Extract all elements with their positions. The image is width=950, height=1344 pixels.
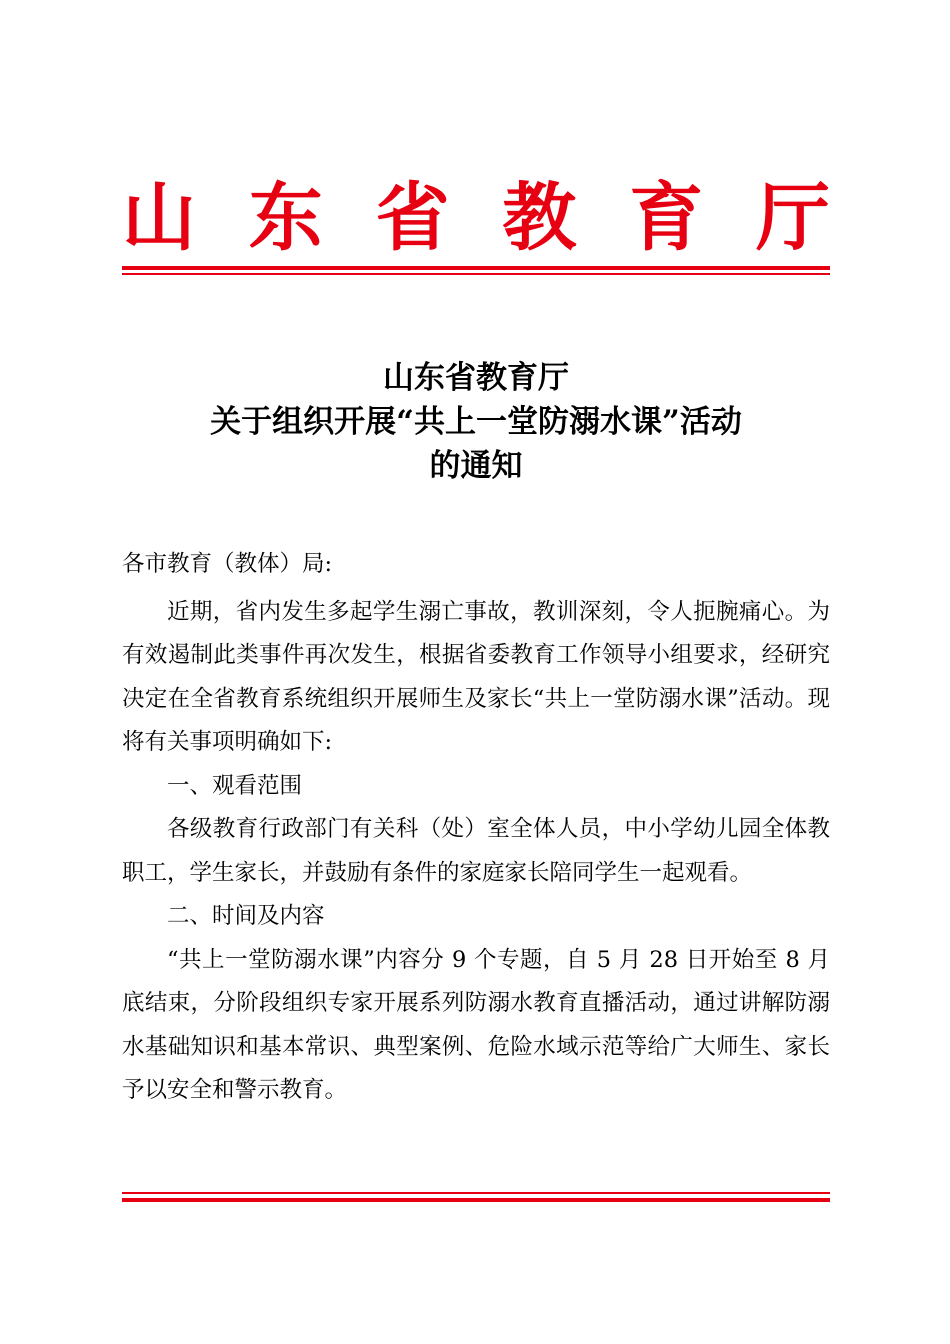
section-2-heading: 二、时间及内容 [167, 903, 325, 929]
footer-rule-thick [122, 1198, 830, 1202]
header-rule-thick [122, 266, 830, 270]
document-body [122, 543, 830, 1113]
letterhead-char: 省 [375, 175, 450, 261]
letterhead-char: 育 [629, 175, 704, 261]
letterhead-title [122, 175, 830, 261]
letterhead-char: 山 [122, 175, 196, 261]
letterhead-char: 东 [248, 175, 323, 261]
section-2-text: “共上一堂防溺水课”内容分 9 个专题，自 5 月 28 日开始至 8 月底结束，分阶段组织专家开展系列防溺水教育直播活动，通过讲解防溺水基础知识和基本常识、典型案例、危险水域示范等给广大师生、家长予以安全和警示教育。 [122, 946, 830, 1103]
document-title [122, 356, 830, 488]
intro-paragraph: 近期，省内发生多起学生溺亡事故，教训深刻，令人扼腕痛心。为有效遏制此类事件再次发生，根据省委教育工作领导小组要求，经研究决定在全省教育系统组织开展师生及家长“共上一堂防溺水课”活动。现将有关事项明确如下: [122, 598, 830, 755]
footer-rule-thin [122, 1192, 830, 1194]
title-line-1: 山东省教育厅 [383, 360, 569, 396]
title-line-2: 关于组织开展“共上一堂防溺水课”活动 [210, 404, 742, 440]
title-line-3: 的通知 [429, 448, 523, 484]
letterhead-char: 厅 [755, 175, 830, 261]
letterhead-char: 教 [502, 175, 577, 261]
salutation: 各市教育（教体）局: [122, 551, 333, 577]
header-rule-thin [122, 273, 830, 275]
section-1-text: 各级教育行政部门有关科（处）室全体人员，中小学幼儿园全体教职工，学生家长，并鼓励有条件的家庭家长陪同学生一起观看。 [122, 816, 830, 886]
section-1-heading: 一、观看范围 [167, 772, 303, 799]
